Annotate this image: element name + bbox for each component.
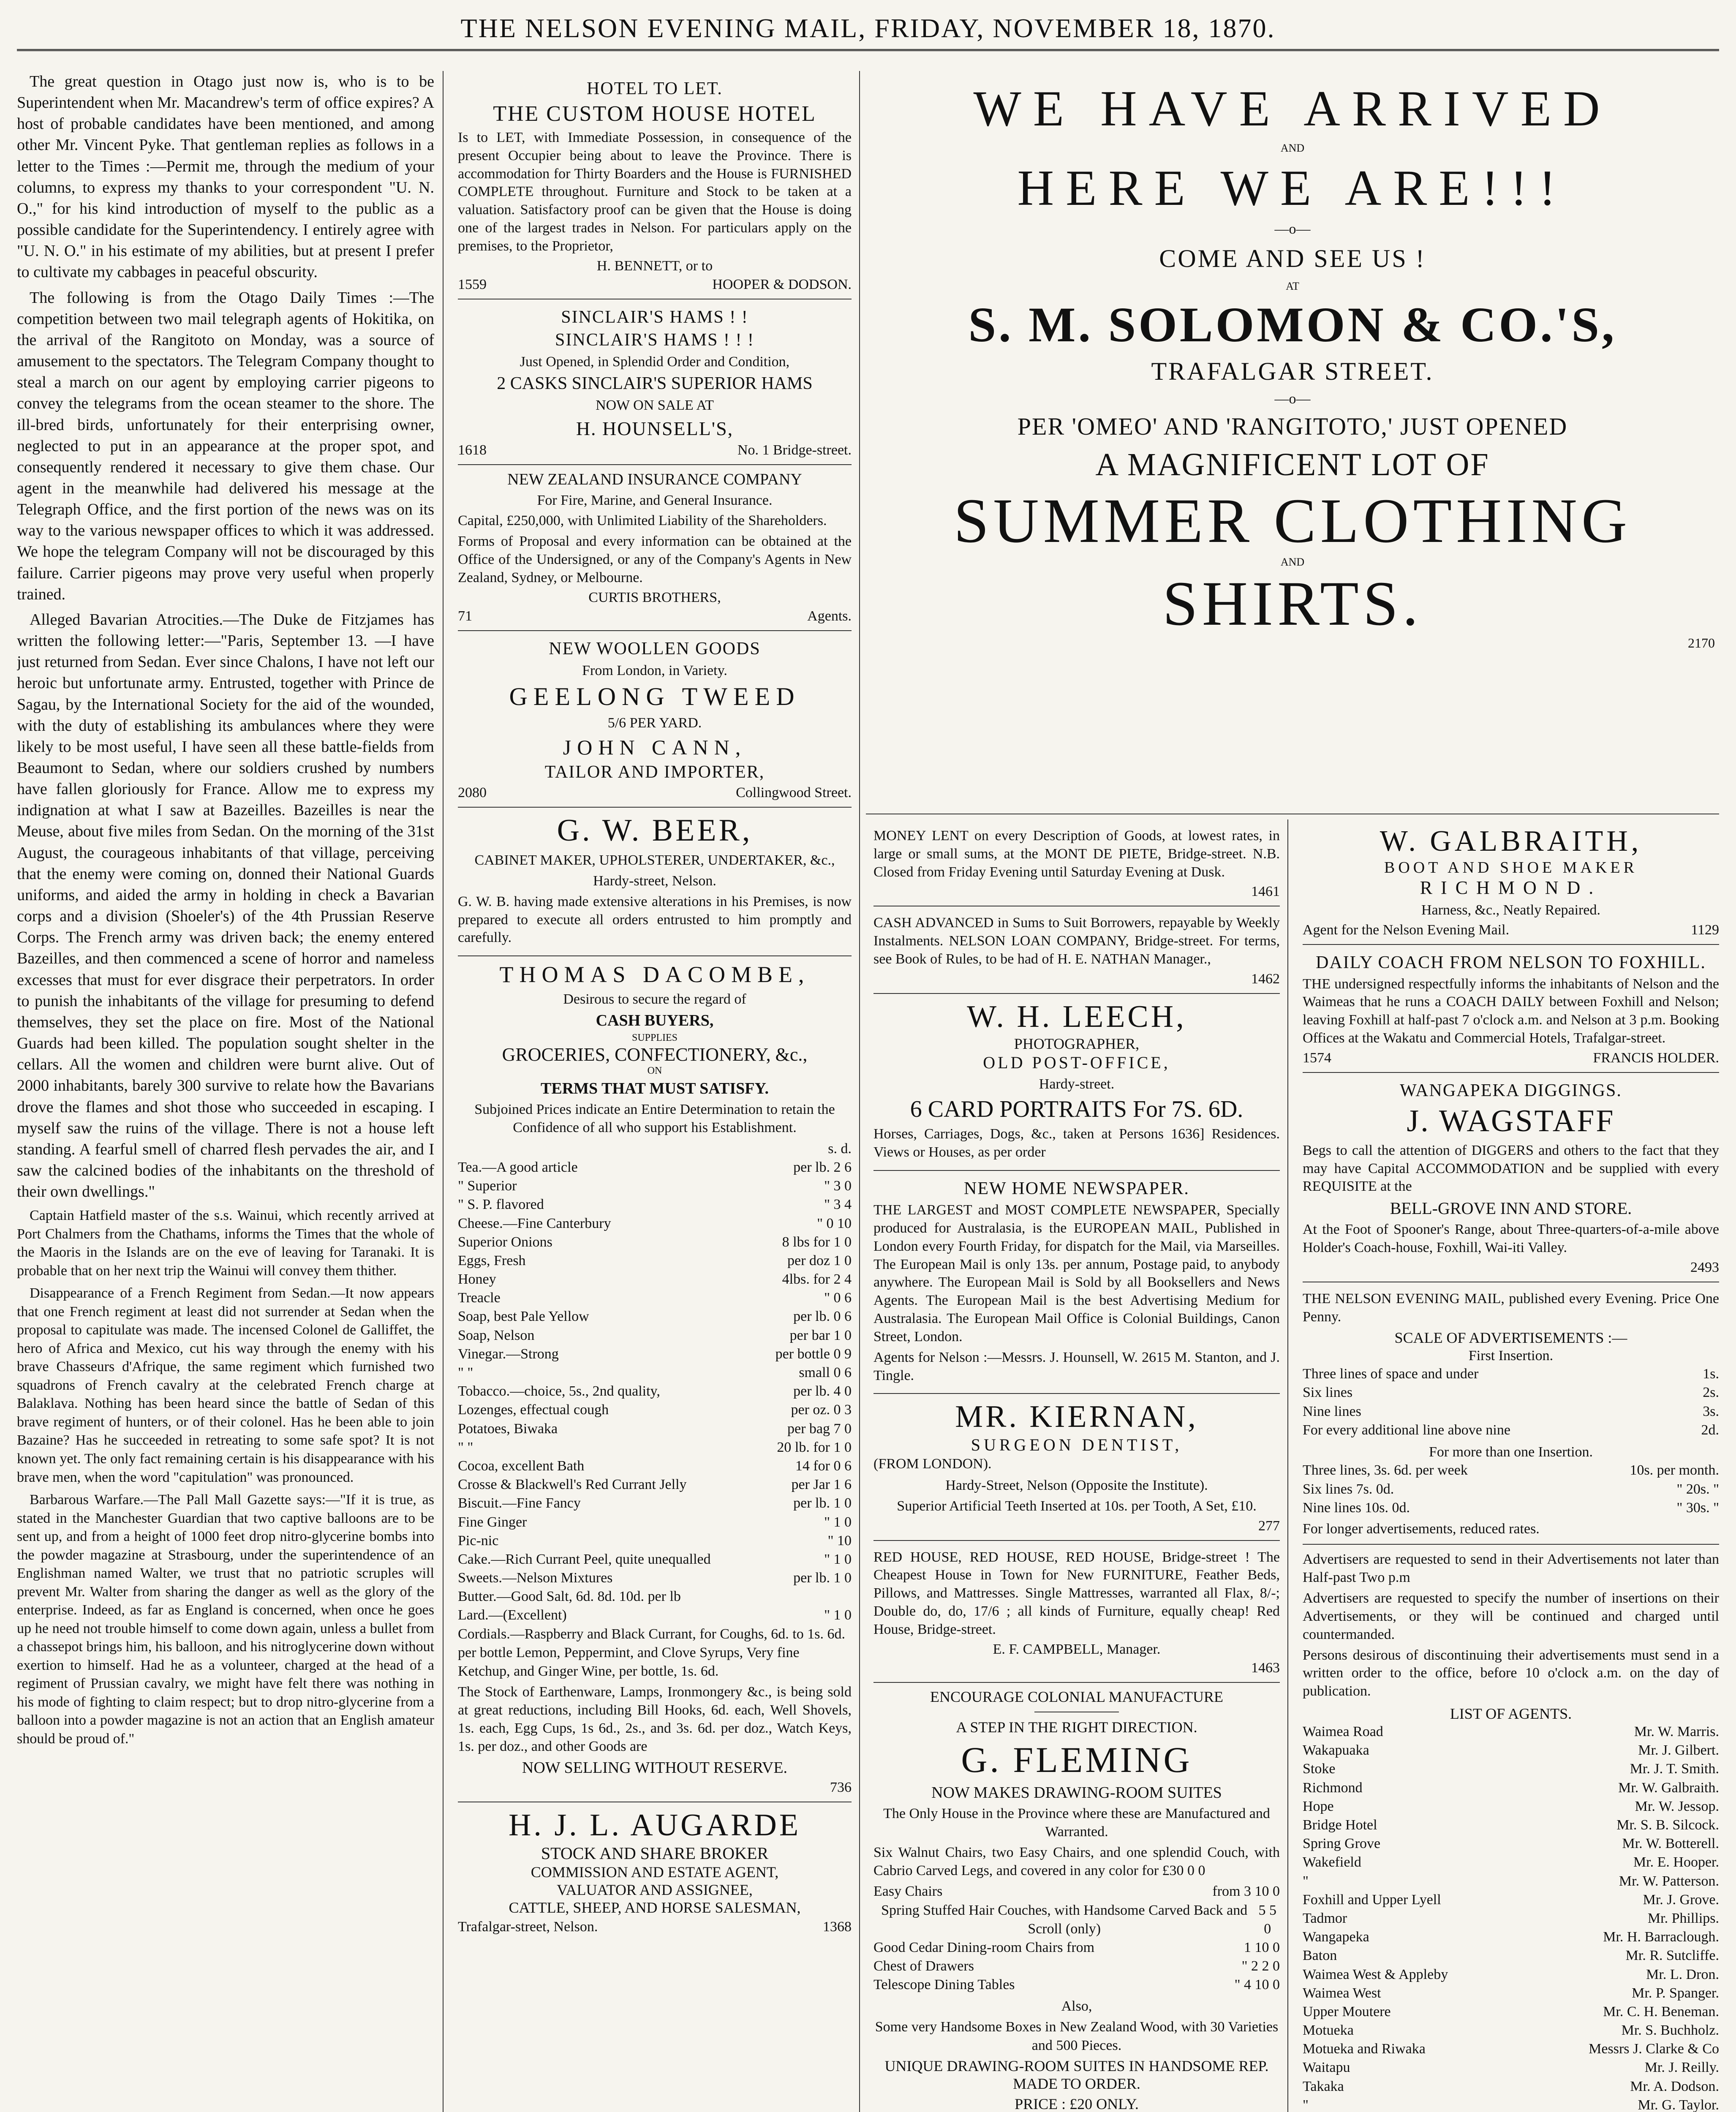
news-paragraph: Captain Hatfield master of the s.s. Wainui, which recently arrived at Port Chalmers from the Chathams, informs the Times that the whole of the Maoris in the Islands are on the eve of leaving for Taranaki. It is probable that on her next trip the Wainui will convey them thither.: [17, 1208, 434, 1279]
diggings-heading: WANGAPEKA DIGGINGS.: [1400, 1080, 1622, 1100]
rate-row: Nine lines 3s.: [1303, 1403, 1719, 1419]
price-row: Lozenges, effectual cough per oz. 0 3: [458, 1402, 852, 1418]
banner-summer: SUMMER CLOTHING: [953, 486, 1632, 556]
redhouse-text: RED HOUSE, RED HOUSE, RED HOUSE, Bridge-street ! The Cheapest House in Town for New FURNITURE, Feather Beds, Pillows, and Mattresses. Single Mattresses, warranted all Flax, 8/-; Double do, do, 17/6 ; all kinds of Furniture, equally cheap! Red House, Bridge-street.: [873, 1549, 1280, 1637]
price-row: Fine Ginger " 1 0: [458, 1514, 852, 1530]
augarde-line1: STOCK AND SHARE BROKER: [541, 1843, 769, 1863]
ad-ref: 2080: [458, 784, 487, 800]
price-row: Soap, Nelson per bar 1 0: [458, 1327, 852, 1343]
rate-row: Six lines 2s.: [1303, 1385, 1719, 1401]
hams-casks: 2 CASKS SINCLAIR'S SUPERIOR HAMS: [497, 374, 813, 394]
ad-ref: 71: [458, 608, 472, 624]
leech-office: OLD POST-OFFICE,: [983, 1053, 1170, 1072]
price-row: Cheese.—Fine Canterbury " 0 10: [458, 1215, 852, 1231]
price-row: " " 20 lb. for 1 0: [458, 1439, 852, 1455]
money-text: MONEY LENT on every Description of Goods, at lowest rates, in large or small sums, at the MONT DE PIETE, Bridge-street. N.B. Closed from Friday Evening until Saturday Evening at Dusk.: [873, 828, 1280, 880]
cash-advanced-ad: [873, 906, 1280, 993]
hams-ad: [458, 299, 852, 465]
news-paragraph: The following is from the Otago Daily Times :—The competition between two mail telegraph agents of Hokitika, on the arrival of the Rangitoto on Monday, was a source of amusement to the spectators. The Telegram Company thought to steal a march on our agent by employing carrier pigeons to convey the telegrams from the ocean steamer to the shore. The ill-bred birds, unfortunately for their enterprising owner, neglected to put in an appearance at the proper spot, and consequently rendered it necessary to give them chase. Our agent in the meanwhile had delivered his message at the Telegraph Office, and the first portion of the news was on its way to the various newspaper offices to which it was addressed. We hope the telegram Company will not be discouraged by this failure. Carrier pigeons may prove very useful when properly trained.: [17, 288, 434, 603]
rate-row: Three lines of space and under 1s.: [1303, 1366, 1719, 1382]
agent-row: " Mr. G. Taylor.: [1303, 2097, 1719, 2112]
price-row: " Superior " 3 0: [458, 1178, 852, 1194]
agents-heading: LIST OF AGENTS.: [1450, 1705, 1572, 1723]
hotel-sign: H. BENNETT, or to: [596, 258, 713, 274]
diggings-name: J. WAGSTAFF: [1407, 1103, 1615, 1138]
agent-row: Upper Moutere Mr. C. H. Beneman.: [1303, 2003, 1719, 2019]
agent-row: Wangapeka Mr. H. Barraclough.: [1303, 1929, 1719, 1945]
agent-row: Bridge Hotel Mr. S. B. Silcock.: [1303, 1817, 1719, 1833]
ad-ref: 736: [830, 1779, 852, 1795]
banner-line3: COME AND SEE US !: [1159, 245, 1426, 272]
agent-row: Motueka and Riwaka Messrs J. Clarke & Co: [1303, 2041, 1719, 2057]
ad-ref: 1462: [1251, 971, 1280, 987]
price-row: Spring Stuffed Hair Couches, with Handsome Carved Back and Scroll (only) 5 5 0: [881, 1902, 1276, 1937]
insurance-ad: [458, 465, 852, 631]
price-list: [458, 1158, 852, 1681]
augarde-line2: COMMISSION AND ESTATE AGENT,: [531, 1863, 779, 1881]
banner-line1: WE HAVE ARRIVED: [973, 80, 1612, 136]
mail-more: For more than one Insertion.: [1429, 1444, 1593, 1460]
banner-and: AND: [1280, 142, 1305, 154]
coach-text: THE undersigned respectfully informs the inhabitants of Nelson and the Waimeas that he runs a COACH DAILY between Foxhill and Nelson; leaving Foxhill at half-past 7 o'clock a.m. and Nelson at 3 p.m. Booking Offices at the Wakatu and Commercial Hotels, Trafalgar-street.: [1303, 976, 1719, 1046]
insurance-role: Agents.: [807, 608, 852, 624]
banner-company: S. M. SOLOMON & CO.'S,: [968, 297, 1617, 352]
agent-row: Hope Mr. W. Jessop.: [1303, 1798, 1719, 1814]
column-ads-left: [450, 71, 860, 2112]
leech-address: Hardy-street.: [1039, 1076, 1115, 1092]
mail-note: Advertisers are requested to send in their Advertisements not later than Half-past Two p.m: [1303, 1551, 1719, 1586]
augarde-ad: [458, 1802, 852, 1941]
price-row: Superior Onions 8 lbs for 1 0: [458, 1234, 852, 1250]
hams-seller: H. HOUNSELL'S,: [576, 417, 734, 439]
fleming-heading: ENCOURAGE COLONIAL MANUFACTURE: [930, 1688, 1223, 1705]
diggings-foot: At the Foot of Spooner's Range, about Three-quarters-of-a-mile above Holder's Coach-house, Foxhill, Wai-iti Valley.: [1303, 1222, 1719, 1256]
agent-row: Motueka Mr. S. Buchholz.: [1303, 2022, 1719, 2039]
agent-row: Waimea Road Mr. W. Marris.: [1303, 1724, 1719, 1740]
beer-ad: [458, 808, 852, 957]
ad-ref: 1559: [458, 276, 487, 292]
banner-lot: A MAGNIFICENT LOT OF: [1095, 447, 1490, 482]
money-lent-ad: [873, 819, 1280, 906]
price-row: Potatoes, Biwaka per bag 7 0: [458, 1421, 852, 1437]
price-row: Cocoa, excellent Bath 14 for 0 6: [458, 1458, 852, 1474]
fleming-also: Also,: [1061, 1998, 1092, 2014]
agent-row: Baton Mr. R. Sutcliffe.: [1303, 1948, 1719, 1964]
kiernan-trade: SURGEON DENTIST,: [971, 1435, 1183, 1455]
dacombe-goods: GROCERIES, CONFECTIONERY, &c.,: [502, 1044, 808, 1065]
fleming-step: A STEP IN THE RIGHT DIRECTION.: [956, 1718, 1197, 1736]
hotel-name: THE CUSTOM HOUSE HOTEL: [493, 102, 816, 126]
banner-separator: —o—: [1274, 221, 1311, 237]
insurance-heading: NEW ZEALAND INSURANCE COMPANY: [507, 470, 802, 488]
hams-line2: SINCLAIR'S HAMS ! ! !: [555, 330, 754, 350]
kiernan-text: Superior Artificial Teeth Inserted at 10s. per Tooth, A Set, £10.: [897, 1498, 1257, 1514]
beer-address: Hardy-street, Nelson.: [593, 873, 716, 889]
augarde-address: Trafalgar-street, Nelson.: [458, 1919, 598, 1935]
diggings-ad: [1303, 1073, 1719, 1282]
banner-ships: PER 'OMEO' AND 'RANGITOTO,' JUST OPENED: [1017, 413, 1568, 440]
newspaper-agents: Agents for Nelson :—Messrs. J. Hounsell, W. 2615 M. Stanton, and J. Tingle.: [873, 1349, 1280, 1383]
ad-ref: 1368: [823, 1919, 852, 1935]
banner-line2: HERE WE ARE!!!: [1017, 160, 1568, 216]
price-row: Sweets.—Nelson Mixtures per lb. 1 0: [458, 1570, 852, 1586]
leech-text: Horses, Carriages, Dogs, &c., taken at Persons 1636] Residences. Views or Houses, as per order: [873, 1126, 1280, 1160]
hams-sale: NOW ON SALE AT: [596, 397, 714, 414]
diggings-text: Begs to call the attention of DIGGERS and others to the fact that they may have Capital ACCOMMODATION and be supplied with every REQUISITE at the: [1303, 1142, 1719, 1195]
masthead: THE NELSON EVENING MAIL, FRIDAY, NOVEMBER 18, 1870.: [17, 13, 1719, 51]
fleming-name: G. FLEMING: [961, 1739, 1192, 1780]
woollen-sub: From London, in Variety.: [582, 662, 727, 678]
ad-ref: 1618: [458, 442, 487, 458]
rate-row: Nine lines 10s. 0d. " 30s. ": [1303, 1500, 1719, 1516]
price-row: Lard.—(Excellent) " 1 0: [458, 1607, 852, 1623]
price-row: Easy Chairs from 3 10 0: [873, 1883, 1280, 1900]
ad-ref: 277: [1258, 1518, 1280, 1534]
redhouse-ad: [873, 1541, 1280, 1683]
rate-row: Six lines 7s. 0d. " 20s. ": [1303, 1481, 1719, 1497]
agent-row: Foxhill and Upper Lyell Mr. J. Grove.: [1303, 1892, 1719, 1908]
ad-ref: 1461: [1251, 884, 1280, 900]
ad-ref: 2170: [1688, 635, 1715, 650]
insurance-sub: For Fire, Marine, and General Insurance.: [537, 492, 773, 508]
hotel-heading: HOTEL TO LET.: [587, 79, 723, 98]
kiernan-ad: [873, 1394, 1280, 1540]
augarde-line3: VALUATOR AND ASSIGNEE,: [557, 1881, 753, 1898]
price-row: Crosse & Blackwell's Red Currant Jelly per Jar 1 6: [458, 1477, 852, 1493]
newspaper-text: THE LARGEST and MOST COMPLETE NEWSPAPER, Specially produced for Australasia, is the EUROPEAN MAIL, Published in London every Fourth Friday, for dispatch for the Mail, via Marseilles. The European Mail is only 13s. per annum, Postage paid, to anybody anywhere. The European Mail is Sold by all Booksellers and News Agents. The European Mail is the best Advertising Medium for Australasia. The European Mail Office is Colonial Buildings, Canon Street, London.: [873, 1202, 1280, 1344]
leech-cards: 6 CARD PORTRAITS For 7S. 6D.: [910, 1096, 1243, 1123]
banner-street: TRAFALGAR STREET.: [1151, 357, 1434, 385]
agent-row: Waimea West Mr. P. Spanger.: [1303, 1985, 1719, 2001]
kiernan-address: Hardy-Street, Nelson (Opposite the Institute).: [945, 1477, 1208, 1493]
cash-text: CASH ADVANCED in Sums to Suit Borrowers, repayable by Weekly Instalments. NELSON LOAN COMPANY, Bridge-street. For terms, see Book of Rules, to be had of H. E. NATHAN Manager.,: [873, 915, 1280, 967]
banner-separator: —o—: [1274, 391, 1311, 407]
leech-ad: [873, 994, 1280, 1171]
augarde-name: H. J. L. AUGARDE: [508, 1807, 801, 1843]
news-paragraph: The great question in Otago just now is, who is to be Superintendent when Mr. Macandrew's term of office expires? A host of probable candidates have been mentioned, and among other Mr. Vincent Pyke. That gentleman replies as follows in a letter to the Times :—Permit me, through the medium of your columns, to express my thanks to your correspondent "U. N. O.," for his kind introduction of myself to the public as a possible candidate for the Superintendency. I entirely agree with "U. N. O." in his estimate of my abilities, but at present I prefer to cultivate my cabbages in peaceful obscurity.: [17, 73, 434, 281]
fleming-unique: UNIQUE DRAWING-ROOM SUITES IN HANDSOME REP. MADE TO ORDER.: [884, 2058, 1269, 2093]
insurance-capital: Capital, £250,000, with Unlimited Liability of the Shareholders.: [458, 513, 827, 529]
woollen-trade: TAILOR AND IMPORTER,: [544, 762, 765, 782]
dacombe-name: THOMAS DACOMBE,: [499, 962, 810, 988]
banner-shirts: SHIRTS.: [1162, 569, 1423, 639]
galbraith-trade: BOOT AND SHOE MAKER: [1384, 859, 1638, 876]
agent-row: Waimea West & Appleby Mr. L. Dron.: [1303, 1966, 1719, 1982]
dacombe-ad: [458, 956, 852, 1802]
agent-row: Spring Grove Mr. W. Botterell.: [1303, 1836, 1719, 1852]
banner-at: AT: [1286, 280, 1299, 292]
price-row: Vinegar.—Strong per bottle 0 9: [458, 1346, 852, 1362]
newspaper-ad: [873, 1171, 1280, 1394]
agent-row: Wakapuaka Mr. J. Gilbert.: [1303, 1742, 1719, 1758]
dacombe-stock: The Stock of Earthenware, Lamps, Ironmongery &c., is being sold at great reductions, including Bill Hooks, 6d. each, Well Shovels, 1s. each, Egg Cups, 1s 6d., 2s., and 3s. 6d. per doz., Watch Keys, 1s. per doz., and other Goods are: [458, 1684, 852, 1754]
mail-notice: [1303, 1282, 1719, 2112]
mail-note: Advertisers are requested to specify the number of insertions on their Advertisements, or they will be continued and charged until countermanded.: [1303, 1590, 1719, 1642]
insurance-text: Forms of Proposal and every information can be obtained at the Office of the Undersigned, or any of the Company's Agents in New Zealand, Sydney, or Melbourne.: [458, 533, 852, 585]
agent-row: Waitapu Mr. J. Reilly.: [1303, 2060, 1719, 2076]
news-paragraph: Barbarous Warfare.—The Pall Mall Gazette says:—"If it is true, as stated in the Manchester Guardian that two captive balloons are to be sent up, and from a height of 1000 feet drop nitro-glycerine bombs into the powder magazine at Strasbourg, under the superintendence of an Englishman named Walter, we trust that no patriotic scruples will prevent Mr. Walter from sharing the danger as well as the glory of the enterprise. Indeed, as far as England is concerned, when once he goes up he need not trouble himself to come down again, unless a bullet from a chassepot brings him, his balloon, and his nitroglycerine down without exertion to himself. Had he as a volunteer, charged at the head of a regiment of Prussian cavalry, we might have felt there was nothing in his mode of fighting to claim respect; but to drop nitro-glycerine from a balloon into a powder magazine is not an action that an English amateur should be proud of.": [17, 1492, 434, 1747]
mail-scale: SCALE OF ADVERTISEMENTS :—: [1394, 1329, 1627, 1346]
hams-address: No. 1 Bridge-street.: [737, 442, 852, 458]
fleming-suite: Six Walnut Chairs, two Easy Chairs, and one splendid Couch, with Cabrio Carved Legs, and covered in any color for £30 0 0: [873, 1844, 1280, 1878]
fleming-text: The Only House in the Province where these are Manufactured and Warranted.: [883, 1805, 1270, 1840]
agent-row: Stoke Mr. J. T. Smith.: [1303, 1761, 1719, 1777]
price-row: Treacle " 0 6: [458, 1290, 852, 1306]
fleming-now: NOW MAKES DRAWING-ROOM SUITES: [931, 1783, 1222, 1802]
price-row: Chest of Drawers " 2 2 0: [873, 1958, 1280, 1974]
column-ads-right: [1294, 819, 1719, 2112]
hams-text: Just Opened, in Splendid Order and Condition,: [520, 354, 790, 370]
beer-name: G. W. BEER,: [557, 813, 753, 848]
woollen-title: GEELONG TWEED: [509, 683, 800, 711]
price-row: Cordials.—Raspberry and Black Currant, for Coughs, 6d. to 1s. 6d. per bottle Lemon, Peppermint, and Clove Syrups, Very fine Ketchup, and Ginger Wine, per bottle, 1s. 6d.: [458, 1626, 845, 1679]
woollen-heading: NEW WOOLLEN GOODS: [549, 639, 761, 659]
column-ads-middle: [866, 819, 1288, 2112]
price-row: Butter.—Good Salt, 6d. 8d. 10d. per lb: [458, 1589, 681, 1605]
hotel-text: Is to LET, with Immediate Possession, in consequence of the present Occupier being about to leave the Province. There is accommodation for Thirty Boarders and the House is FURNISHED COMPLETE throughout. Furniture and Stock to be taken at a valuation. Satisfactory proof can be given that the House is doing one of the largest trades in Nelson. For particulars apply on the premises, to the Proprietor,: [458, 130, 852, 254]
mail-first: First Insertion.: [1468, 1347, 1554, 1364]
leech-trade: PHOTOGRAPHER,: [1014, 1035, 1140, 1052]
hotel-agent: HOOPER & DODSON.: [712, 276, 852, 292]
woollen-address: Collingwood Street.: [736, 784, 852, 800]
agent-row: Richmond Mr. W. Galbraith.: [1303, 1780, 1719, 1796]
dacombe-selling: NOW SELLING WITHOUT RESERVE.: [522, 1758, 788, 1777]
beer-trade: CABINET MAKER, UPHOLSTERER, UNDERTAKER, &c.,: [474, 852, 835, 868]
woollen-ad: [458, 631, 852, 808]
dacombe-text1: Desirous to secure the regard of: [563, 991, 746, 1007]
agent-row: Takaka Mr. A. Dodson.: [1303, 2078, 1719, 2094]
fleming-boxes: Some very Handsome Boxes in New Zealand Wood, with 30 Varieties and 500 Pieces.: [875, 2019, 1279, 2053]
dacombe-text2: CASH BUYERS,: [596, 1011, 714, 1029]
galbraith-text: Harness, &c., Neatly Repaired.: [1421, 902, 1600, 918]
woollen-name: JOHN CANN,: [563, 735, 747, 759]
price-row: Cake.—Rich Currant Peel, quite unequalled " 1 0: [458, 1551, 852, 1567]
price-row: Pic-nic " 10: [458, 1532, 852, 1549]
price-row: Biscuit.—Fine Fancy per lb. 1 0: [458, 1495, 852, 1511]
news-paragraph: Disappearance of a French Regiment from Sedan.—It now appears that one French regiment at least did not surrender at Sedan when the proposal to capitulate was made. The incensed Colonel de Galliffet, the hero of Africa and Mexico, cut his way through the enemy with his brave Chasseurs d'Afrique, the same regiment which furnished two squadrons of French cavalry at the celebrated French charge at Balaklava. Nothing has been heard since the battle of Sedan of this brave regiment of hunters, or of their colonel. Has he been able to join Bazaine? Has he succeeded in retreating to some safe spot? It is not known yet. The only fact remaining certain is his disappearance with his brave men, when the word "capitulation" was pronounced.: [17, 1285, 434, 1485]
beer-text: G. W. B. having made extensive alterations in his Premises, is now prepared to execute all orders entrusted to him promptly and carefully.: [458, 893, 852, 946]
ad-ref: 1129: [1691, 922, 1719, 938]
coach-ad: [1303, 945, 1719, 1073]
price-row: Good Cedar Dining-room Chairs from 1 10 0: [873, 1940, 1280, 1956]
price-row: Telescope Dining Tables " 4 10 0: [873, 1977, 1280, 1993]
mail-note: Persons desirous of discontinuing their advertisements must send in a written order to the office, before 10 o'clock a.m. on the day of publication.: [1303, 1647, 1719, 1699]
ad-ref: 1574: [1303, 1050, 1331, 1066]
price-row: Tea.—A good article per lb. 2 6: [458, 1159, 852, 1175]
leech-name: W. H. LEECH,: [967, 999, 1186, 1034]
dacombe-on: ON: [647, 1065, 662, 1076]
kiernan-name: MR. KIERNAN,: [955, 1399, 1198, 1434]
ad-ref: 2493: [1690, 1259, 1719, 1275]
agents-list: [1303, 1723, 1719, 2112]
price-row: Tobacco.—choice, 5s., 2nd quality, per lb. 4 0: [458, 1383, 852, 1399]
rate-row: For every additional line above nine 2d.: [1303, 1422, 1719, 1438]
agent-row: " Mr. W. Patterson.: [1303, 1873, 1719, 1889]
agent-row: Wakefield Mr. E. Hooper.: [1303, 1854, 1719, 1870]
divider: [1303, 1544, 1719, 1545]
augarde-line4: CATTLE, SHEEP, AND HORSE SALESMAN,: [509, 1899, 801, 1916]
mail-text: THE NELSON EVENING MAIL, published every Evening. Price One Penny.: [1303, 1290, 1719, 1325]
diggings-store: BELL-GROVE INN AND STORE.: [1390, 1199, 1632, 1218]
mail-longer: For longer advertisements, reduced rates.: [1303, 1521, 1540, 1537]
price-row: " S. P. flavored " 3 4: [458, 1197, 852, 1213]
newspaper-heading: NEW HOME NEWSPAPER.: [964, 1179, 1189, 1199]
woollen-price: 5/6 PER YARD.: [607, 715, 702, 731]
solomon-banner-ad: [866, 71, 1719, 814]
agent-row: Tadmor Mr. Phillips.: [1303, 1910, 1719, 1926]
galbraith-place: RICHMOND.: [1420, 877, 1602, 898]
fleming-price: PRICE : £20 ONLY.: [1015, 2096, 1139, 2112]
dacombe-intro: Subjoined Prices indicate an Entire Determination to retain the Confidence of all who support his Establishment.: [474, 1101, 835, 1136]
coach-heading: DAILY COACH FROM NELSON TO FOXHILL.: [1316, 953, 1706, 972]
coach-sign: FRANCIS HOLDER.: [1593, 1050, 1719, 1066]
dacombe-terms: TERMS THAT MUST SATISFY.: [541, 1079, 769, 1097]
hotel-ad: [458, 71, 852, 299]
news-paragraph: Alleged Bavarian Atrocities.—The Duke de Fitzjames has written the following letter:—"Paris, September 13. —I have just returned from Sedan. Ever since Chalons, I have not left our heroic but unfortunate army. Entrusted, together with Prince de Sagau, by the International Society for the aid of the wounded, with the duty of establishing its ambulances where they were likely to be most useful, I have seen all these battle-fields from Beaumont to Sedan, where our soldiers crushed by numbers have fallen gloriously for France. Allow me to express my indignation at what I saw at Bazeilles. Bazeilles is near the Meuse, about five miles from Sedan. On the morning of the 31st August, the courageous inhabitants of that village, perceiving that the enemy were coming on, donned their National Guards uniforms, and aided the army in holding in check a Bavarian corps and a division (Shoeler's) of the 4th Prussian Reserve Corps. The French army was driven back; the enemy entered Bazeilles, and then commenced a scene of horror and nameless excesses that must for ever disgrace their perpetrators. In order to punish the inhabitants of the village for presuming to defend themselves, they set the place on fire. Most of the National Guards had been killed. The population sought shelter in the cellars. All the women and children were burnt alive. Out of 2000 inhabitants, barely 300 survive to relate how the Bavarians drove the flames and shot those who succeeded in escaping. I myself saw the ruins of the village. There is not a house left standing. A fearful smell of charred flesh pervades the air, and I saw the calcined bodies of the inhabitants on the threshold of their own dwellings.": [17, 610, 434, 1201]
galbraith-agent: Agent for the Nelson Evening Mail.: [1303, 922, 1510, 938]
dacombe-supplies: SUPPLIES: [631, 1032, 678, 1043]
kiernan-from: (FROM LONDON).: [873, 1456, 992, 1472]
price-header: s. d.: [828, 1140, 852, 1157]
hams-line1: SINCLAIR'S HAMS ! !: [561, 307, 748, 327]
price-row: Eggs, Fresh per doz 1 0: [458, 1252, 852, 1268]
banner-and: AND: [1280, 556, 1305, 568]
galbraith-ad: [1303, 819, 1719, 945]
price-row: Soap, best Pale Yellow per lb. 0 6: [458, 1309, 852, 1325]
price-row: " " small 0 6: [458, 1365, 852, 1380]
redhouse-sign: E. F. CAMPBELL, Manager.: [993, 1641, 1161, 1657]
insurance-sign: CURTIS BROTHERS,: [588, 589, 721, 605]
ad-ref: 1463: [1251, 1660, 1280, 1676]
column-news: [17, 71, 444, 2112]
galbraith-name: W. GALBRAITH,: [1380, 825, 1642, 857]
fleming-ad: [873, 1683, 1280, 2112]
price-row: Honey 4lbs. for 2 4: [458, 1271, 852, 1287]
rate-row: Three lines, 3s. 6d. per week 10s. per month.: [1303, 1462, 1719, 1478]
